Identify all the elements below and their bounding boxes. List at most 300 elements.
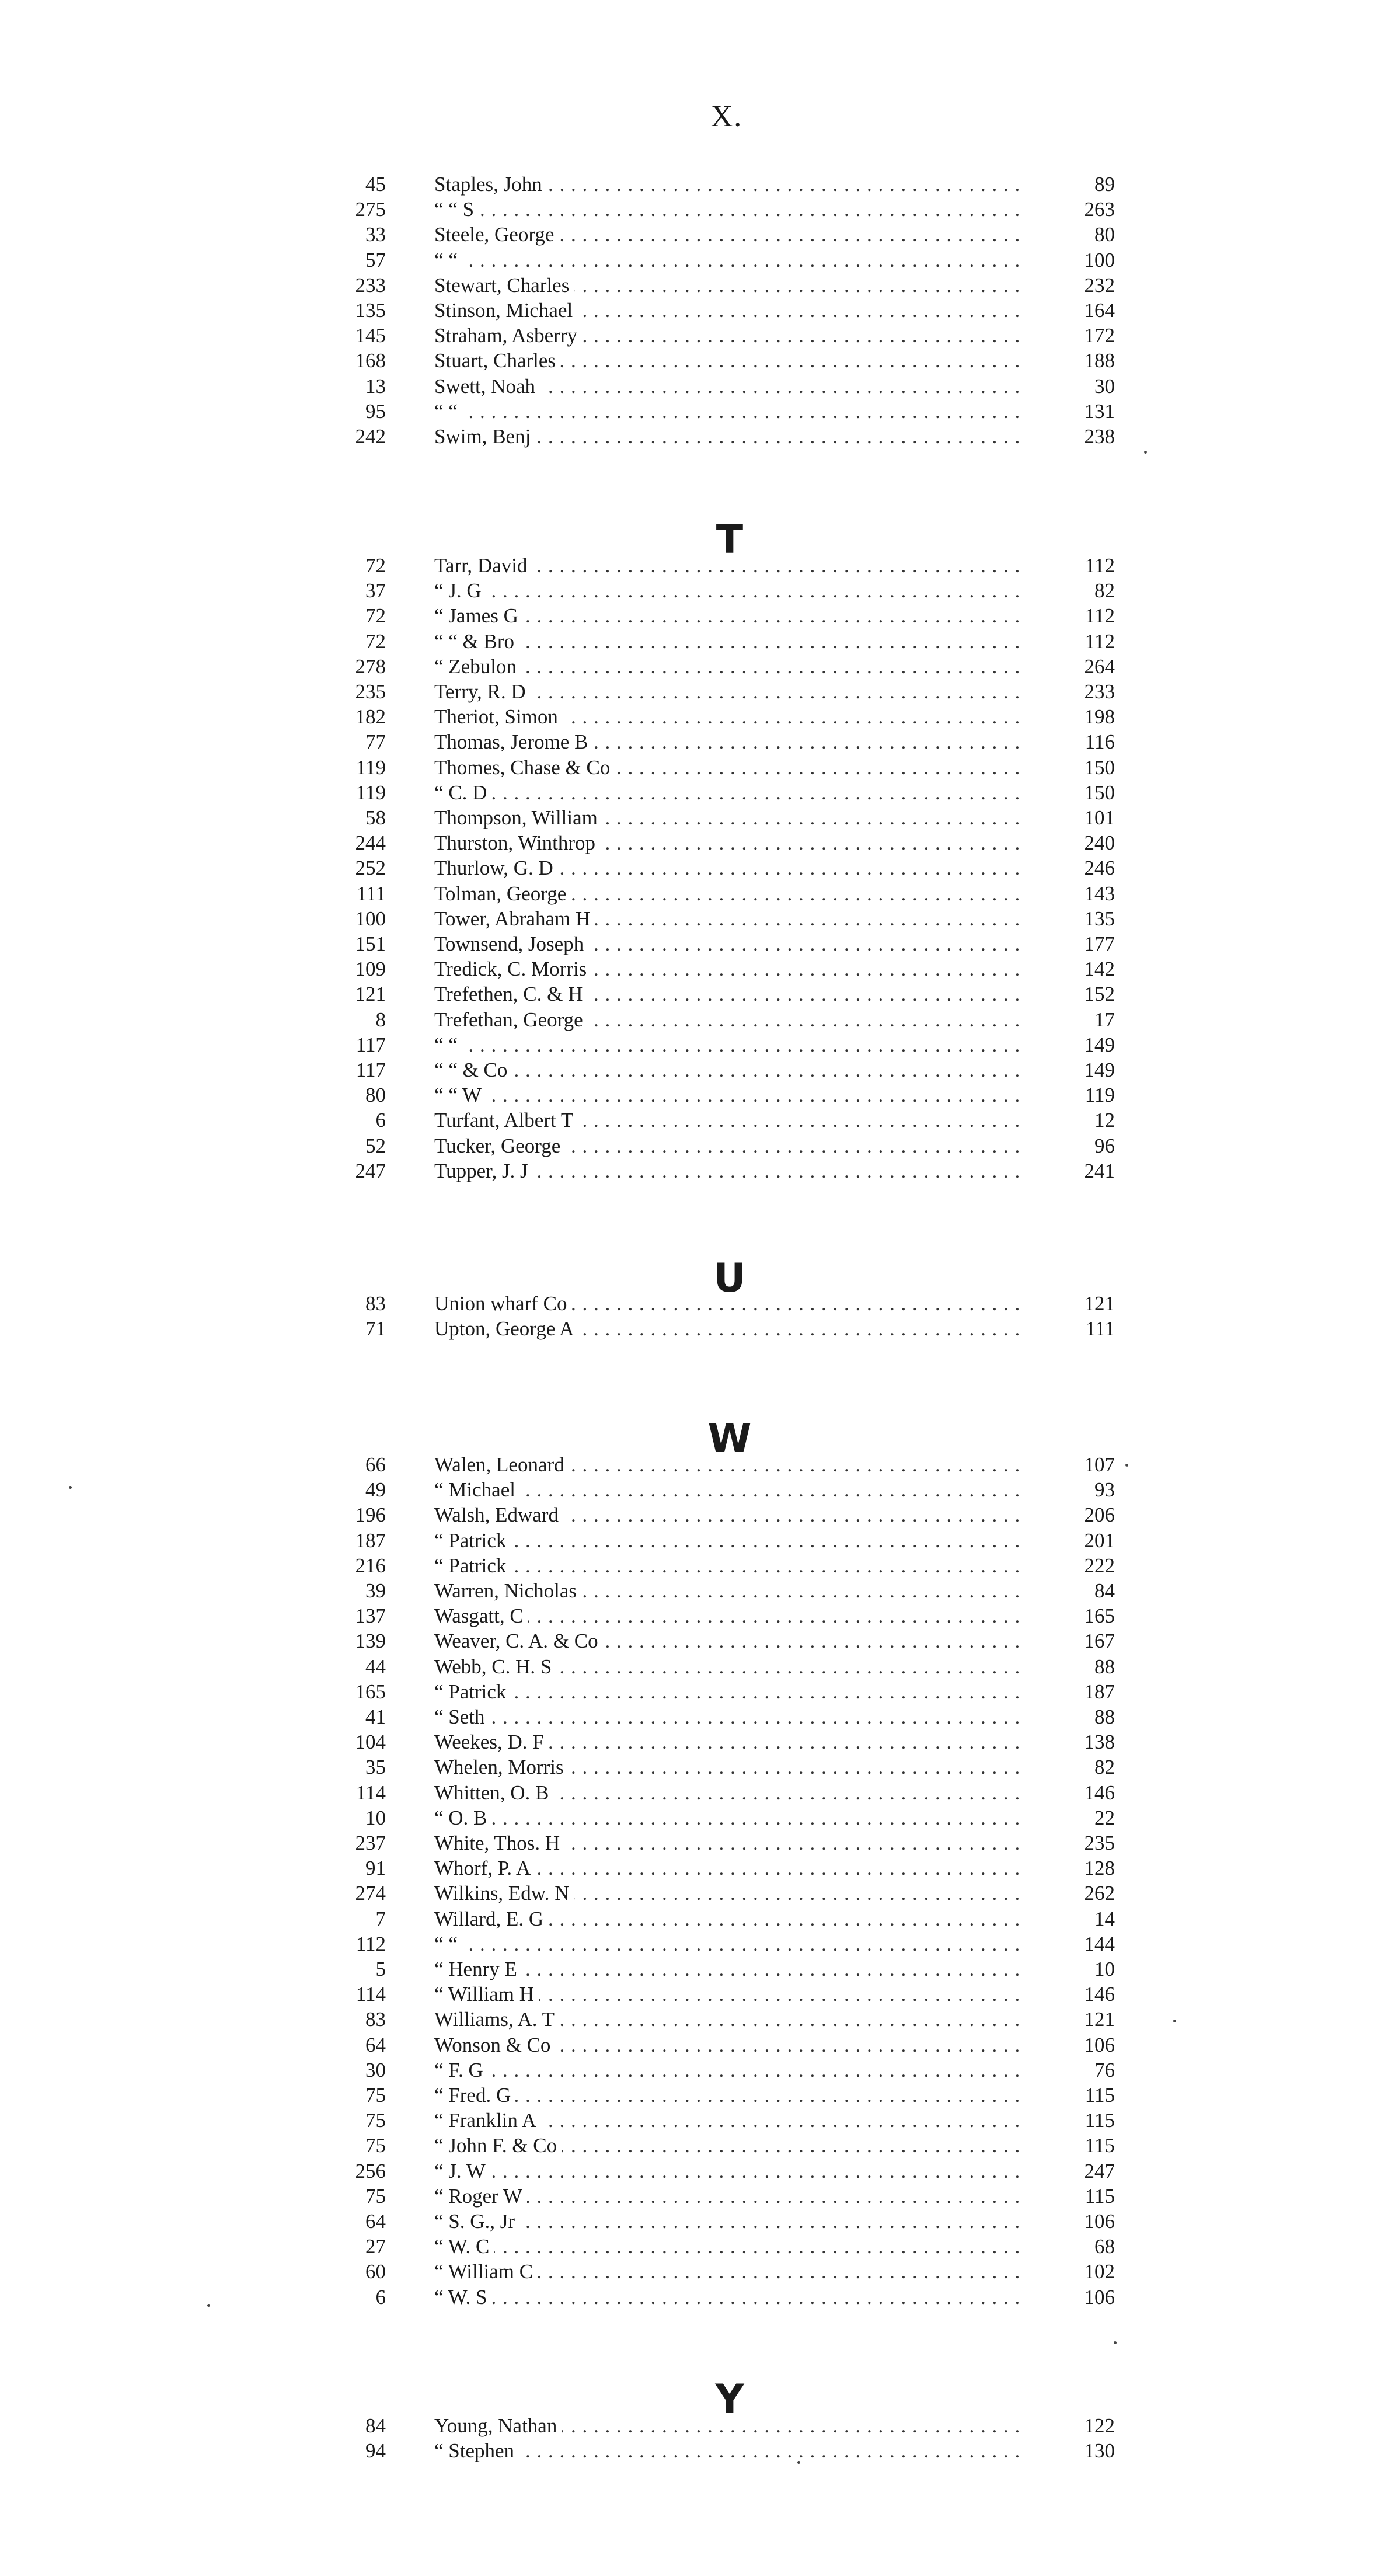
index-entry bbox=[0, 2159, 1381, 2184]
entry-number: 83 bbox=[365, 2008, 386, 2031]
entry-page: 149 bbox=[1084, 1033, 1115, 1056]
entry-name: “ Zebulon bbox=[434, 655, 521, 678]
index-entry bbox=[0, 2058, 1381, 2083]
entry-page: 164 bbox=[1084, 299, 1115, 322]
entry-page: 138 bbox=[1084, 1731, 1115, 1754]
index-entry bbox=[0, 323, 1381, 348]
index-entry bbox=[0, 1655, 1381, 1679]
entry-name-cell bbox=[434, 2209, 1021, 2234]
entry-name: Whitten, O. B bbox=[434, 1781, 553, 1804]
entry-number: 247 bbox=[355, 1159, 386, 1182]
entry-number: 114 bbox=[355, 1983, 386, 2006]
entry-name-cell bbox=[434, 756, 1021, 780]
entry-name: “ James G bbox=[434, 604, 523, 627]
entry-page: 107 bbox=[1084, 1453, 1115, 1476]
entry-number: 80 bbox=[365, 1084, 386, 1107]
entry-name: “ J. W bbox=[434, 2160, 490, 2182]
entry-page: 167 bbox=[1084, 1630, 1115, 1653]
entry-number: 72 bbox=[365, 554, 386, 577]
entry-name: “ Patrick bbox=[434, 1529, 511, 1552]
entry-number: 252 bbox=[355, 857, 386, 880]
entry-number: 137 bbox=[355, 1604, 386, 1628]
entry-name: “ O. B bbox=[434, 1806, 491, 1829]
entry-page: 206 bbox=[1084, 1503, 1115, 1527]
entry-name-cell bbox=[434, 1008, 1021, 1032]
entry-name: Straham, Asberry bbox=[434, 324, 582, 347]
entry-page: 172 bbox=[1084, 324, 1115, 347]
entry-number: 83 bbox=[365, 1292, 386, 1315]
entry-name-cell bbox=[434, 907, 1021, 931]
entry-page: 121 bbox=[1084, 1292, 1115, 1315]
index-entry bbox=[0, 856, 1381, 880]
index-entry bbox=[0, 2234, 1381, 2259]
entry-number: 256 bbox=[355, 2159, 386, 2182]
entry-name: “ Patrick bbox=[434, 1680, 511, 1703]
entry-name: Staples, John bbox=[434, 173, 547, 196]
entry-name: “ W. C bbox=[434, 2235, 494, 2258]
entry-name: Terry, R. D bbox=[434, 680, 531, 703]
index-entry bbox=[0, 248, 1381, 273]
entry-name-cell bbox=[434, 2414, 1021, 2438]
entry-name: Thurston, Winthrop bbox=[434, 831, 600, 854]
entry-page: 264 bbox=[1084, 655, 1115, 678]
entry-page: 222 bbox=[1084, 1554, 1115, 1577]
entry-name-cell bbox=[434, 806, 1021, 830]
index-entry bbox=[0, 1856, 1381, 1881]
entry-name: Trefethan, George bbox=[434, 1008, 588, 1031]
entry-name: “ Fred. G bbox=[434, 2084, 515, 2107]
entry-page: 12 bbox=[1094, 1109, 1115, 1132]
entry-number: 13 bbox=[365, 374, 386, 398]
entry-number: 111 bbox=[357, 882, 386, 905]
index-entry bbox=[0, 680, 1381, 704]
index-entry bbox=[0, 705, 1381, 729]
entry-name: Stuart, Charles bbox=[434, 349, 560, 372]
entry-name-cell bbox=[434, 781, 1021, 805]
entry-number: 8 bbox=[375, 1008, 386, 1031]
entry-number: 72 bbox=[365, 604, 386, 628]
index-entry bbox=[0, 399, 1381, 424]
entry-name-cell bbox=[434, 1932, 1021, 1957]
entry-number: 49 bbox=[365, 1478, 386, 1502]
index-entry bbox=[0, 1503, 1381, 1527]
entry-name-cell bbox=[434, 197, 1021, 222]
entry-name: Wasgatt, C bbox=[434, 1604, 528, 1627]
entry-name-cell bbox=[434, 2083, 1021, 2108]
entry-number: 121 bbox=[355, 983, 386, 1006]
index-entry bbox=[0, 1604, 1381, 1628]
entry-name-cell bbox=[434, 730, 1021, 754]
index-entry bbox=[0, 932, 1381, 956]
scan-speck bbox=[1114, 2341, 1117, 2344]
entry-number: 64 bbox=[365, 2210, 386, 2233]
index-entry bbox=[0, 1705, 1381, 1729]
index-entry bbox=[0, 781, 1381, 805]
index-entry bbox=[0, 1529, 1381, 1553]
index-entry bbox=[0, 1755, 1381, 1780]
index-entry bbox=[0, 1292, 1381, 1316]
entry-name-cell bbox=[434, 2285, 1021, 2310]
entry-name: Swett, Noah bbox=[434, 375, 540, 398]
entry-name: “ William H bbox=[434, 1983, 539, 2006]
entry-page: 115 bbox=[1084, 2084, 1115, 2107]
index-entry bbox=[0, 982, 1381, 1007]
entry-page: 116 bbox=[1084, 730, 1115, 754]
entry-name-cell bbox=[434, 1982, 1021, 2007]
entry-page: 115 bbox=[1084, 2184, 1115, 2208]
index-entry bbox=[0, 1478, 1381, 1502]
entry-name-cell bbox=[434, 2033, 1021, 2058]
entry-name: Thurlow, G. D bbox=[434, 857, 558, 879]
entry-page: 30 bbox=[1094, 374, 1115, 398]
index-entry bbox=[0, 1932, 1381, 1957]
entry-number: 75 bbox=[365, 2109, 386, 2132]
index-entry bbox=[0, 1033, 1381, 1057]
entry-name-cell bbox=[434, 655, 1021, 679]
entry-name-cell bbox=[434, 1881, 1021, 1906]
entry-page: 232 bbox=[1084, 273, 1115, 297]
entry-name-cell bbox=[434, 1629, 1021, 1653]
entry-number: 39 bbox=[365, 1579, 386, 1602]
entry-name-cell bbox=[434, 399, 1021, 424]
entry-page: 82 bbox=[1094, 1756, 1115, 1779]
entry-name: Union wharf Co bbox=[434, 1292, 571, 1315]
entry-name: “ “ bbox=[434, 400, 462, 423]
index-entry bbox=[0, 806, 1381, 830]
entry-number: 30 bbox=[365, 2058, 386, 2081]
index-entry bbox=[0, 2133, 1381, 2158]
entry-name: “ Michael bbox=[434, 1478, 520, 1501]
entry-name: Willard, E. G bbox=[434, 1907, 548, 1930]
index-entry bbox=[0, 298, 1381, 323]
entry-page: 143 bbox=[1084, 882, 1115, 905]
index-entry bbox=[0, 882, 1381, 906]
index-entry bbox=[0, 1907, 1381, 1931]
entry-page: 100 bbox=[1084, 248, 1115, 271]
entry-page: 102 bbox=[1084, 2260, 1115, 2283]
entry-name-cell bbox=[434, 172, 1021, 197]
entry-name-cell bbox=[434, 1033, 1021, 1057]
entry-page: 240 bbox=[1084, 831, 1115, 855]
entry-number: 216 bbox=[355, 1554, 386, 1577]
index-entry bbox=[0, 1831, 1381, 1856]
index-entry bbox=[0, 655, 1381, 679]
entry-name: “ John F. & Co bbox=[434, 2134, 562, 2157]
entry-name: Upton, George A bbox=[434, 1317, 578, 1340]
page-number: X. bbox=[710, 100, 743, 133]
index-entry bbox=[0, 907, 1381, 931]
entry-name-cell bbox=[434, 1957, 1021, 1982]
entry-name-cell bbox=[434, 1655, 1021, 1679]
entry-page: 135 bbox=[1084, 907, 1115, 930]
entry-number: 135 bbox=[355, 299, 386, 322]
entry-number: 100 bbox=[355, 907, 386, 930]
entry-name: Thomas, Jerome B bbox=[434, 730, 592, 753]
entry-name: “ S. G., Jr bbox=[434, 2210, 519, 2233]
index-entry bbox=[0, 579, 1381, 603]
index-entry bbox=[0, 172, 1381, 197]
entry-page: 112 bbox=[1084, 554, 1115, 577]
entry-number: 242 bbox=[355, 425, 386, 448]
entry-number: 95 bbox=[365, 399, 386, 423]
entry-number: 75 bbox=[365, 2184, 386, 2208]
entry-page: 68 bbox=[1094, 2235, 1115, 2258]
entry-name-cell bbox=[434, 1478, 1021, 1502]
entry-name: “ Henry E bbox=[434, 1958, 522, 1980]
index-entry bbox=[0, 1134, 1381, 1158]
entry-page: 119 bbox=[1084, 1084, 1115, 1107]
entry-name-cell bbox=[434, 579, 1021, 603]
entry-name: “ William C bbox=[434, 2260, 538, 2283]
index-entry bbox=[0, 1579, 1381, 1603]
index-entry bbox=[0, 1554, 1381, 1578]
entry-name: Weaver, C. A. & Co bbox=[434, 1630, 603, 1652]
entry-name: Williams, A. T bbox=[434, 2008, 559, 2031]
entry-number: 187 bbox=[355, 1529, 386, 1552]
entry-page: 14 bbox=[1094, 1907, 1115, 1930]
entry-name-cell bbox=[434, 2108, 1021, 2133]
entry-number: 37 bbox=[365, 579, 386, 603]
entry-name: “ F. G bbox=[434, 2059, 488, 2081]
entry-name-cell bbox=[434, 1907, 1021, 1931]
entry-page: 10 bbox=[1094, 1958, 1115, 1980]
entry-name-cell bbox=[434, 1730, 1021, 1755]
entry-name-cell bbox=[434, 2159, 1021, 2184]
entry-name: Trefethen, C. & H bbox=[434, 983, 587, 1005]
entry-name-cell bbox=[434, 273, 1021, 298]
entry-name-cell bbox=[434, 1317, 1021, 1341]
entry-number: 58 bbox=[365, 806, 386, 829]
index-entry bbox=[0, 2414, 1381, 2438]
entry-name: Townsend, Joseph bbox=[434, 932, 588, 955]
entry-name: “ “ & Bro bbox=[434, 630, 519, 653]
entry-name: “ “ bbox=[434, 1933, 462, 1955]
entry-number: 77 bbox=[365, 730, 386, 754]
entry-name-cell bbox=[434, 1831, 1021, 1856]
entry-name: White, Thos. H bbox=[434, 1832, 564, 1854]
index-entry bbox=[0, 1781, 1381, 1805]
entry-number: 52 bbox=[365, 1134, 386, 1157]
entry-number: 84 bbox=[365, 2414, 386, 2437]
entry-name-cell bbox=[434, 680, 1021, 704]
entry-page: 142 bbox=[1084, 958, 1115, 981]
entry-number: 244 bbox=[355, 831, 386, 855]
entry-number: 235 bbox=[355, 680, 386, 703]
entry-page: 84 bbox=[1094, 1579, 1115, 1602]
entry-name: Tarr, David bbox=[434, 554, 532, 577]
index-entry bbox=[0, 1008, 1381, 1032]
entry-page: 149 bbox=[1084, 1059, 1115, 1081]
entry-name: Weekes, D. F bbox=[434, 1731, 549, 1753]
entry-name: Tupper, J. J bbox=[434, 1160, 533, 1182]
entry-page: 144 bbox=[1084, 1932, 1115, 1955]
index-entry bbox=[0, 1453, 1381, 1477]
entry-name: “ W. S bbox=[434, 2286, 491, 2309]
entry-page: 111 bbox=[1086, 1317, 1115, 1341]
entry-page: 238 bbox=[1084, 425, 1115, 448]
entry-page: 246 bbox=[1084, 857, 1115, 880]
index-entry bbox=[0, 1108, 1381, 1133]
entry-number: 274 bbox=[355, 1882, 386, 1905]
entry-name: Swim, Benj bbox=[434, 425, 535, 448]
entry-name-cell bbox=[434, 1755, 1021, 1780]
entry-name-cell bbox=[434, 831, 1021, 855]
entry-name: Warren, Nicholas bbox=[434, 1579, 581, 1602]
entry-page: 150 bbox=[1084, 756, 1115, 779]
entry-number: 91 bbox=[365, 1857, 386, 1880]
entry-name-cell bbox=[434, 1806, 1021, 1830]
entry-name-cell bbox=[434, 1453, 1021, 1477]
entry-page: 187 bbox=[1084, 1680, 1115, 1703]
entry-name-cell bbox=[434, 856, 1021, 880]
entry-number: 168 bbox=[355, 349, 386, 373]
entry-page: 121 bbox=[1084, 2008, 1115, 2031]
entry-number: 145 bbox=[355, 324, 386, 347]
entry-page: 241 bbox=[1084, 1159, 1115, 1182]
entry-number: 57 bbox=[365, 248, 386, 271]
entry-page: 93 bbox=[1094, 1478, 1115, 1502]
entry-name-cell bbox=[434, 349, 1021, 373]
entry-number: 60 bbox=[365, 2260, 386, 2283]
entry-number: 64 bbox=[365, 2033, 386, 2056]
index-entry bbox=[0, 2083, 1381, 2108]
entry-name-cell bbox=[434, 554, 1021, 578]
entry-name-cell bbox=[434, 2058, 1021, 2083]
entry-page: 88 bbox=[1094, 1655, 1115, 1678]
entry-number: 278 bbox=[355, 655, 386, 678]
entry-page: 101 bbox=[1084, 806, 1115, 829]
entry-number: 119 bbox=[355, 756, 386, 779]
entry-name-cell bbox=[434, 248, 1021, 273]
entry-name-cell bbox=[434, 882, 1021, 906]
entry-page: 80 bbox=[1094, 223, 1115, 246]
index-entry bbox=[0, 2439, 1381, 2463]
index-entry bbox=[0, 1058, 1381, 1082]
entry-name-cell bbox=[434, 222, 1021, 247]
entry-page: 165 bbox=[1084, 1604, 1115, 1628]
entry-page: 233 bbox=[1084, 680, 1115, 703]
entry-name-cell bbox=[434, 1503, 1021, 1527]
entry-name-cell bbox=[434, 957, 1021, 981]
entry-number: 7 bbox=[375, 1907, 386, 1930]
index-entry bbox=[0, 730, 1381, 754]
entry-page: 177 bbox=[1084, 932, 1115, 955]
entry-name-cell bbox=[434, 1529, 1021, 1553]
entry-number: 33 bbox=[365, 223, 386, 246]
entry-name: “ “ bbox=[434, 1033, 462, 1056]
entry-number: 75 bbox=[365, 2134, 386, 2157]
entry-name: Tredick, C. Morris bbox=[434, 958, 591, 980]
entry-number: 94 bbox=[365, 2439, 386, 2463]
entry-number: 45 bbox=[365, 173, 386, 196]
entry-page: 106 bbox=[1084, 2033, 1115, 2056]
entry-name: Wonson & Co bbox=[434, 2034, 555, 2056]
entry-number: 5 bbox=[375, 1958, 386, 1980]
index-entry bbox=[0, 1317, 1381, 1341]
entry-number: 35 bbox=[365, 1756, 386, 1779]
entry-name-cell bbox=[434, 1554, 1021, 1578]
entry-page: 22 bbox=[1094, 1806, 1115, 1829]
entry-name-cell bbox=[434, 1604, 1021, 1628]
index-entry bbox=[0, 957, 1381, 981]
index-entry bbox=[0, 554, 1381, 578]
index-entry bbox=[0, 2184, 1381, 2209]
entry-name: Tolman, George bbox=[434, 882, 571, 905]
entry-name-cell bbox=[434, 2439, 1021, 2463]
entry-number: 237 bbox=[355, 1832, 386, 1854]
entry-number: 196 bbox=[355, 1503, 386, 1527]
index-entry bbox=[0, 756, 1381, 780]
entry-page: 96 bbox=[1094, 1134, 1115, 1157]
scan-speck bbox=[1125, 1464, 1128, 1467]
entry-name: Tucker, George bbox=[434, 1134, 565, 1157]
entry-page: 122 bbox=[1084, 2414, 1115, 2437]
index-entry bbox=[0, 1982, 1381, 2007]
entry-name-cell bbox=[434, 982, 1021, 1007]
entry-name-cell bbox=[434, 1108, 1021, 1133]
entry-name: Stewart, Charles bbox=[434, 274, 574, 297]
entry-number: 117 bbox=[355, 1059, 386, 1081]
entry-name-cell bbox=[434, 1781, 1021, 1805]
entry-name-cell bbox=[434, 424, 1021, 449]
entry-name-cell bbox=[434, 1579, 1021, 1603]
entry-page: 17 bbox=[1094, 1008, 1115, 1031]
entry-name-cell bbox=[434, 1856, 1021, 1881]
entry-number: 41 bbox=[365, 1705, 386, 1728]
entry-name: Whelen, Morris bbox=[434, 1756, 569, 1778]
entry-name: Webb, C. H. S bbox=[434, 1655, 556, 1678]
entry-page: 146 bbox=[1084, 1983, 1115, 2006]
index-entry bbox=[0, 2033, 1381, 2058]
entry-name: “ “ W bbox=[434, 1084, 486, 1106]
entry-number: 66 bbox=[365, 1453, 386, 1476]
entry-page: 201 bbox=[1084, 1529, 1115, 1552]
entry-page: 263 bbox=[1084, 198, 1115, 221]
entry-name: “ J. G bbox=[434, 579, 486, 602]
entry-name: Turfant, Albert T bbox=[434, 1109, 578, 1132]
section-letter: U bbox=[713, 1255, 746, 1301]
section-letter: Y bbox=[715, 2376, 744, 2422]
entry-name-cell bbox=[434, 2260, 1021, 2284]
section-letter: T bbox=[716, 517, 744, 563]
entry-name: “ C. D bbox=[434, 781, 491, 804]
entry-name: “ “ bbox=[434, 249, 462, 271]
entry-name: Thompson, William bbox=[434, 806, 602, 829]
index-entry bbox=[0, 604, 1381, 628]
entry-number: 114 bbox=[355, 1781, 386, 1804]
entry-name-cell bbox=[434, 1705, 1021, 1729]
index-entry bbox=[0, 222, 1381, 247]
entry-page: 262 bbox=[1084, 1882, 1115, 1905]
entry-number: 275 bbox=[355, 198, 386, 221]
entry-name: Whorf, P. A bbox=[434, 1857, 535, 1879]
entry-page: 131 bbox=[1084, 399, 1115, 423]
entry-page: 128 bbox=[1084, 1857, 1115, 1880]
scan-speck bbox=[69, 1486, 72, 1489]
entry-name: Walsh, Edward bbox=[434, 1503, 563, 1526]
entry-name: Walen, Leonard bbox=[434, 1453, 569, 1476]
entry-number: 165 bbox=[355, 1680, 386, 1703]
entry-name-cell bbox=[434, 629, 1021, 654]
entry-number: 109 bbox=[355, 958, 386, 981]
entry-name-cell bbox=[434, 2234, 1021, 2259]
entry-name-cell bbox=[434, 604, 1021, 628]
entry-name-cell bbox=[434, 1292, 1021, 1316]
entry-number: 182 bbox=[355, 705, 386, 729]
entry-name: Stinson, Michael bbox=[434, 299, 577, 322]
index-entry bbox=[0, 424, 1381, 449]
entry-name: “ Stephen bbox=[434, 2439, 519, 2462]
